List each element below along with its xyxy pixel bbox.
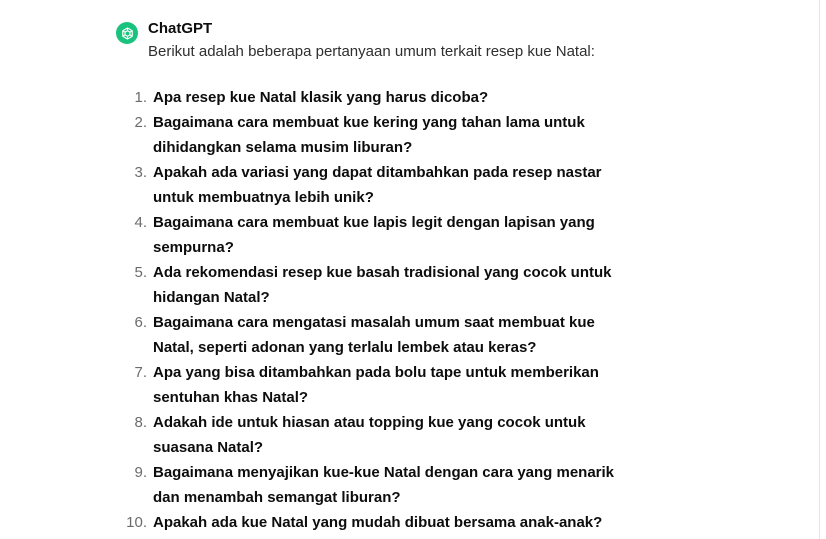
list-item [116,410,756,460]
list-item-text: Apakah ada kue Natal yang mudah dibuat bersama anak-anak? [153,514,603,531]
list-item [116,160,756,210]
list-item-text: Apakah ada variasi yang dapat ditambahkan pada resep nastar untuk membuatnya lebih unik? [153,164,602,206]
list-item-number: 10. [126,514,147,531]
message-intro: Berikut adalah beberapa pertanyaan umum terkait resep kue Natal: [148,43,595,60]
panel-divider [819,0,820,539]
list-item [116,210,756,260]
list-item-number: 7. [134,364,147,381]
list-item-text: Bagaimana cara membuat kue lapis legit dengan lapisan yang sempurna? [153,214,595,256]
list-item-number: 9. [134,464,147,481]
list-item-number: 6. [134,314,147,331]
list-item-number: 5. [134,264,147,281]
list-item [116,260,756,310]
list-item [116,310,756,360]
list-item-text: Bagaimana menyajikan kue-kue Natal dengan cara yang menarik dan menambah semangat liburan? [153,464,615,506]
list-item-text: Ada rekomendasi resep kue basah tradisional yang cocok untuk hidangan Natal? [153,264,612,306]
list-item-text: Apa yang bisa ditambahkan pada bolu tape untuk memberikan sentuhan khas Natal? [153,364,599,406]
question-list [116,85,756,535]
list-item [116,110,756,160]
openai-logo-icon [120,26,135,41]
list-item-number: 4. [134,214,147,231]
list-item-number: 2. [134,114,147,131]
list-item-text: Adakah ide untuk hiasan atau topping kue yang cocok untuk suasana Natal? [153,414,586,456]
list-item [116,360,756,410]
chatgpt-avatar [116,22,138,44]
list-item-text: Apa resep kue Natal klasik yang harus dicoba? [153,89,489,106]
list-item [116,85,756,110]
list-item-number: 1. [134,89,147,106]
list-item [116,510,756,535]
list-item-text: Bagaimana cara mengatasi masalah umum saat membuat kue Natal, seperti adonan yang terlalu lembek atau keras? [153,314,595,356]
list-item-text: Bagaimana cara membuat kue kering yang tahan lama untuk dihidangkan selama musim liburan? [153,114,585,156]
list-item [116,460,756,510]
message-author: ChatGPT [148,20,213,37]
list-item-number: 3. [134,164,147,181]
list-item-number: 8. [134,414,147,431]
